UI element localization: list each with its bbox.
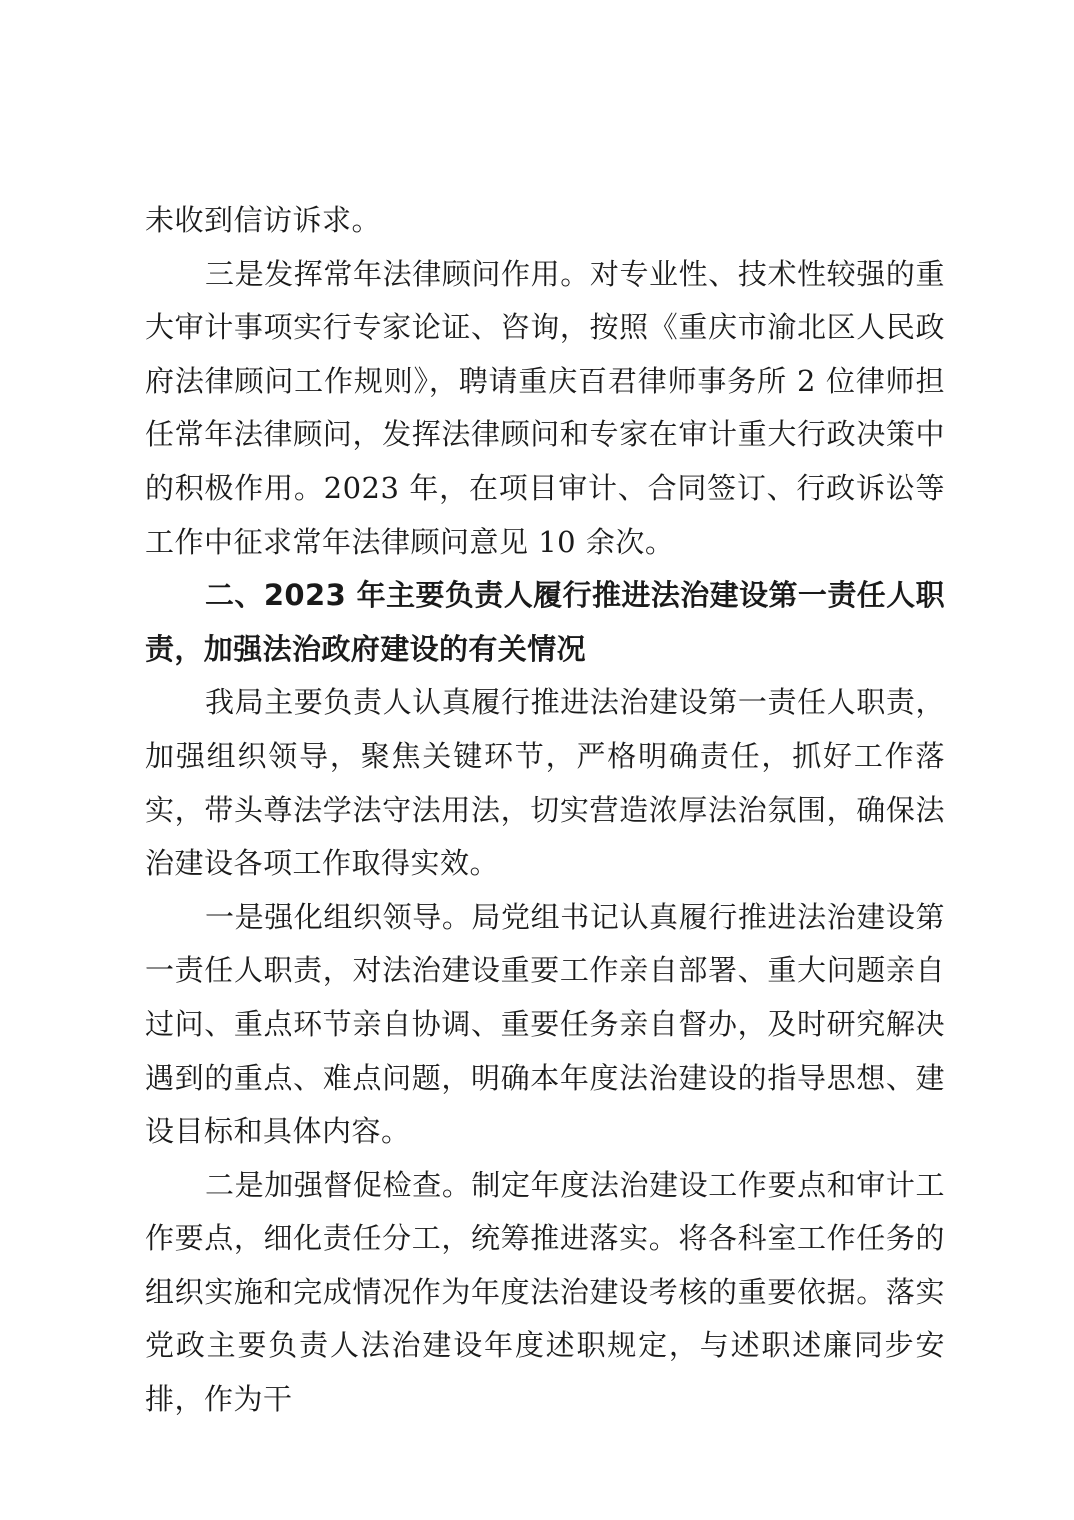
paragraph-legal-advisor: 三是发挥常年法律顾问作用。对专业性、技术性较强的重大审计事项实行专家论证、咨询，按照《重庆市渝北区人民政府法律顾问工作规则》，聘请重庆百君律师事务所 2 位律师担任常年法律顾问，发挥法律顾问和专家在审计重大行政决策中的积极作用。2023 年，在项目审计、合同签订、行政诉讼等工作中征求常年法律顾问意见 10 余次。 xyxy=(145,256,945,559)
paragraph-organizational-leadership: 一是强化组织领导。局党组书记认真履行推进法治建设第一责任人职责，对法治建设重要工作亲自部署、重大问题亲自过问、重点环节亲自协调、重要任务亲自督办，及时研究解决遇到的重点、难点问题，明确本年度法治建设的指导思想、建设目标和具体内容。 xyxy=(145,899,945,1149)
paragraph-supervision-inspection: 二是加强督促检查。制定年度法治建设工作要点和审计工作要点，细化责任分工，统筹推进落实。将各科室工作任务的组织实施和完成情况作为年度法治建设考核的重要依据。落实党政主要负责人法治建设年度述职规定，与述职述廉同步安排，作为干 xyxy=(145,1167,945,1417)
document-body xyxy=(145,194,945,1427)
section-heading-two: 二、2023 年主要负责人履行推进法治建设第一责任人职责，加强法治政府建设的有关情况 xyxy=(145,578,945,666)
paragraph-petition-ending: 未收到信访诉求。 xyxy=(145,203,382,237)
paragraph-responsibility-intro: 我局主要负责人认真履行推进法治建设第一责任人职责，加强组织领导，聚焦关键环节，严格明确责任，抓好工作落实，带头尊法学法守法用法，切实营造浓厚法治氛围，确保法治建设各项工作取得实效。 xyxy=(145,685,945,881)
